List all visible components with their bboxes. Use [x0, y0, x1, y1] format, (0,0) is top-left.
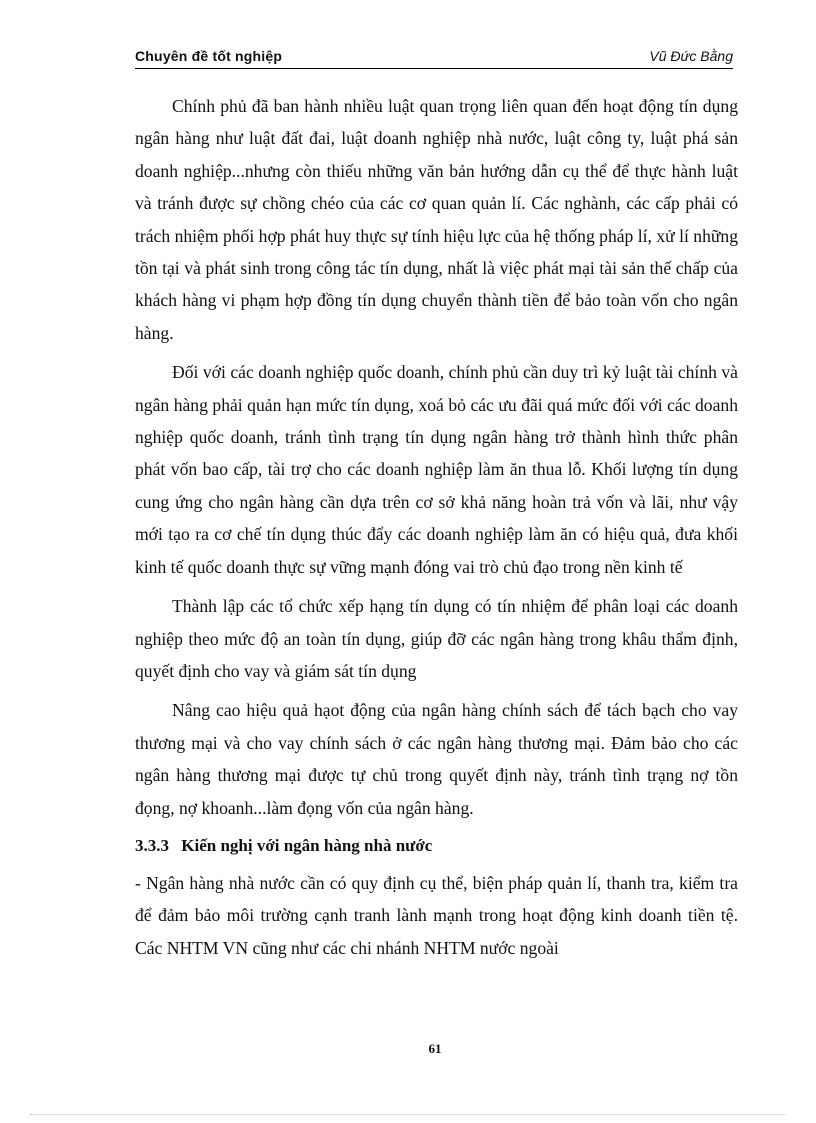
section-title: Kiến nghị với ngân hàng nhà nước: [181, 835, 433, 855]
page-number: 61: [428, 1041, 442, 1056]
section-number: 3.3.3: [135, 835, 169, 855]
paragraph-policy-bank: Nâng cao hiệu quả hạot động của ngân hàng chính sách để tách bạch cho vay thương mại và cho vay chính sách ở các ngân hàng thương mại. Đảm bảo cho các ngân hàng thương mại được tự chủ trong quyết định này, tránh tình trạng nợ tồn đọng, nợ khoanh...làm đọng vốn của ngân hàng.: [135, 700, 738, 818]
header-document-type: Chuyên đề tốt nghiệp: [135, 48, 283, 64]
header-author: Vũ Đức Bằng: [649, 48, 733, 64]
page-header: [135, 46, 733, 69]
paragraph-credit-rating: Thành lập các tổ chức xếp hạng tín dụng có tín nhiệm để phân loại các doanh nghiệp theo mức độ an toàn tín dụng, giúp đỡ các ngân hàng trong khâu thẩm định, quyết định cho vay và giám sát tín dụng: [135, 596, 738, 681]
paragraph-legal-framework: Chính phủ đã ban hành nhiều luật quan trọng liên quan đến hoạt động tín dụng ngân hàng như luật đất đai, luật doanh nghiệp nhà nước, luật công ty, luật phá sản doanh nghiệp...nhưng còn thiếu những văn bản hướng dẫn cụ thể để thực hành luật và tránh được sự chồng chéo của các cơ quan quản lí. Các nghành, các cấp phải có trách nhiệm phối hợp phát huy thực sự tính hiệu lực của hệ thống pháp lí, xử lí những tồn tại và phát sinh trong công tác tín dụng, nhất là việc phát mại tài sản thế chấp của khách hàng vi phạm hợp đồng tín dụng chuyển thành tiền để bảo toàn vốn cho ngân hàng.: [135, 96, 738, 343]
paragraph-central-bank: - Ngân hàng nhà nước cần có quy định cụ thể, biện pháp quản lí, thanh tra, kiểm tra để đảm bảo môi trường cạnh tranh lành mạnh trong hoạt động kinh doanh tiền tệ. Các NHTM VN cũng như các chi nhánh NHTM nước ngoài: [135, 872, 738, 958]
paragraph-state-enterprises: Đối với các doanh nghiệp quốc doanh, chính phủ cần duy trì kỷ luật tài chính và ngân hàng phải quản hạn mức tín dụng, xoá bỏ các ưu đãi quá mức đối với các doanh nghiệp quốc doanh, tránh tình trạng tín dụng ngân hàng trở thành hình thức phân phát vốn bao cấp, tài trợ cho các doanh nghiệp làm ăn thua lỗ. Khối lượng tín dụng cung ứng cho ngân hàng cần dựa trên cơ sở khả năng hoàn trả vốn và lãi, như vậy mới tạo ra cơ chế tín dụng thúc đẩy các doanh nghiệp làm ăn có hiệu quả, đưa khối kinh tế quốc doanh thực sự vững mạnh đóng vai trò chủ đạo trong nền kinh tế: [135, 362, 738, 577]
page-body: [135, 90, 738, 971]
page-bottom-divider: [30, 1114, 786, 1115]
section-heading: [135, 831, 738, 861]
